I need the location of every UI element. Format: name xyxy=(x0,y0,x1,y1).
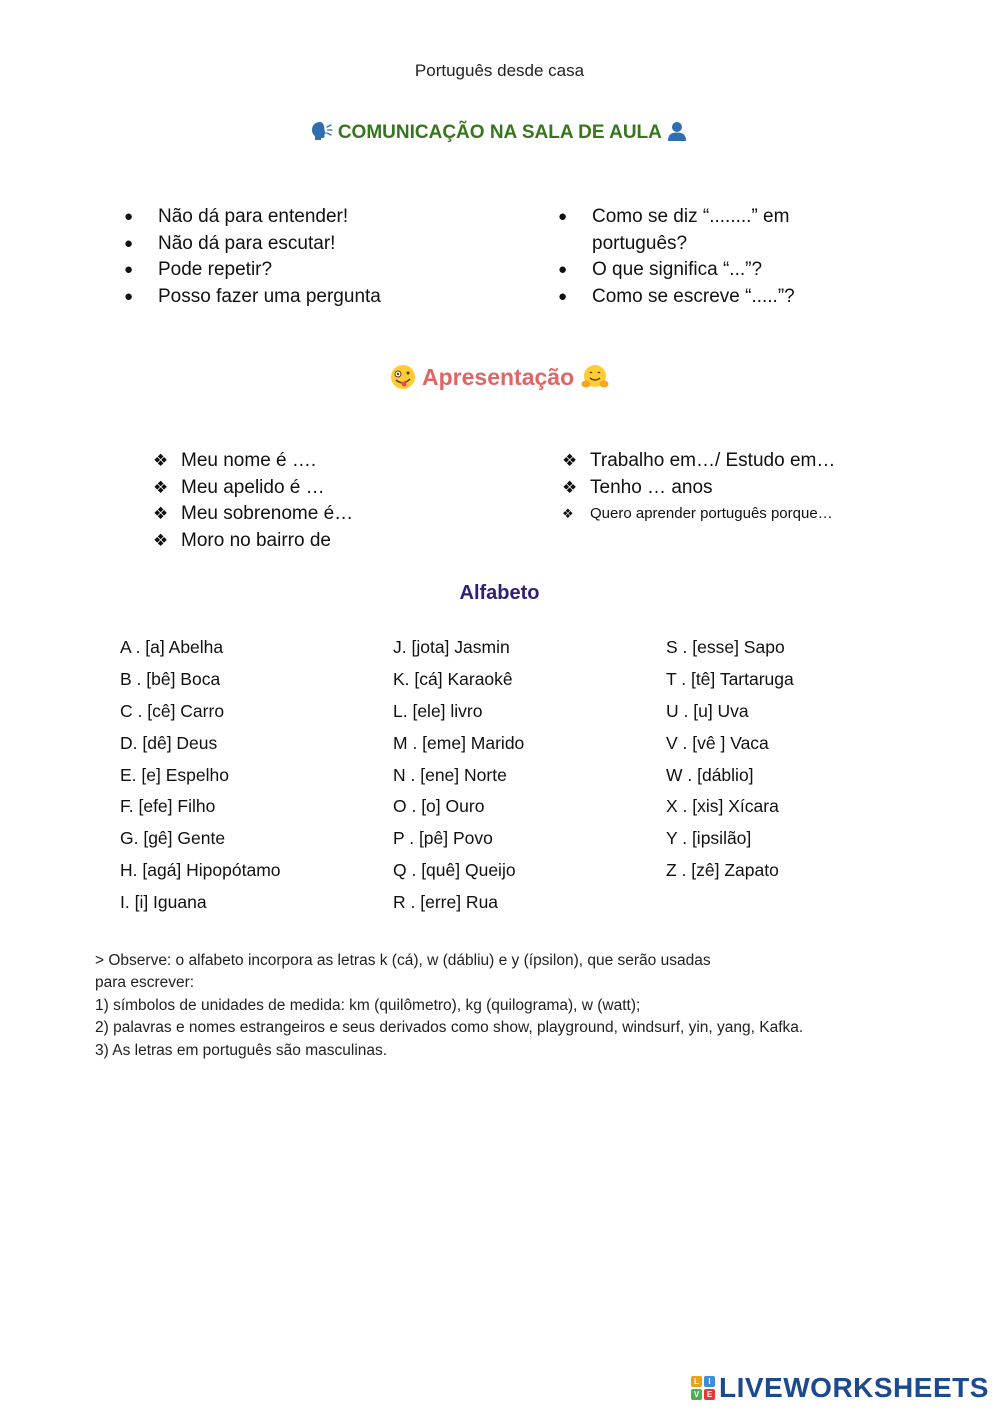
list-item: ❖ Tenho … anos xyxy=(562,475,835,502)
communication-list-right xyxy=(558,204,795,311)
alphabet-entry: V . [vê ] Vaca xyxy=(666,732,769,753)
alphabet-entry: A . [a] Abelha xyxy=(120,637,224,657)
alphabet-entry: Z . [zê] Zapato xyxy=(666,860,779,881)
alphabet-entry: O . [o] Ouro xyxy=(393,796,485,817)
note-line: 1) símbolos de unidades de medida: km (quilômetro), kg (quilograma), w (watt); xyxy=(95,996,641,1014)
alphabet-column-1 xyxy=(120,632,281,919)
presentation-list-right xyxy=(562,448,835,528)
page-header: Português desde casa xyxy=(414,61,585,80)
list-item: ❖ Meu nome é …. xyxy=(153,448,353,475)
list-item: ● Como se diz “........” em xyxy=(558,206,790,227)
alphabet-entry: E. [e] Espelho xyxy=(120,764,229,785)
observation-notes xyxy=(95,950,935,1062)
speaking-head-icon xyxy=(311,122,338,143)
presentation-title: Apresentação xyxy=(422,364,575,390)
diamond-bullet-icon: ❖ xyxy=(153,477,169,497)
diamond-bullet-icon: ❖ xyxy=(562,477,578,497)
diamond-bullet-icon: ❖ xyxy=(562,506,574,522)
list-item: ● Pode repetir? xyxy=(124,259,273,281)
diamond-bullet-icon: ❖ xyxy=(153,451,169,470)
presentation-list-left xyxy=(153,448,353,555)
hugging-face-icon xyxy=(574,364,608,390)
alphabet-entry: U . [u] Uva xyxy=(666,700,749,721)
presentation-heading xyxy=(0,364,999,391)
alphabet-entry: J. [jota] Jasmin xyxy=(393,637,510,657)
alphabet-entry: L. [ele] livro xyxy=(393,700,483,721)
list-item: ● Posso fazer uma pergunta xyxy=(124,286,381,308)
note-line: 2) palavras e nomes estrangeiros e seus derivados como show, playground, windsurf, yin, yang, Kafka. xyxy=(95,1019,804,1037)
list-item: ● O que significa “...”? xyxy=(558,259,763,281)
alphabet-entry: Y . [ipsilão] xyxy=(666,828,752,849)
note-line: para escrever: xyxy=(95,974,195,992)
alphabet-entry: Q . [quê] Queijo xyxy=(393,860,516,881)
list-item-continuation: português? xyxy=(592,232,688,254)
alphabet-entry: W . [dáblio] xyxy=(666,764,754,785)
diamond-bullet-icon: ❖ xyxy=(153,504,169,524)
list-item: ❖ Quero aprender português porque… xyxy=(562,501,835,528)
alphabet-entry: D. [dê] Deus xyxy=(120,732,218,753)
alphabet-entry: X . [xis] Xícara xyxy=(666,796,779,817)
alphabet-entry: P . [pê] Povo xyxy=(393,828,493,849)
list-item: ● Não dá para entender! xyxy=(124,206,349,227)
alphabet-entry: B . [bê] Boca xyxy=(120,668,221,689)
alphabet-entry: N . [ene] Norte xyxy=(393,764,507,785)
note-line: > Observe: o alfabeto incorpora as letras k (cá), w (dábliu) e y (ípsilon), que serão usadas xyxy=(95,952,711,969)
alphabet-entry: R . [erre] Rua xyxy=(393,892,499,913)
liveworksheets-logo[interactable] xyxy=(691,1370,989,1406)
zany-face-icon xyxy=(390,364,422,390)
communication-heading xyxy=(0,121,999,144)
alphabet-entry: K. [cá] Karaokê xyxy=(393,668,513,689)
alphabet-entry: T . [tê] Tartaruga xyxy=(666,668,794,689)
alphabet-entry: C . [cê] Carro xyxy=(120,700,225,721)
alphabet-column-2 xyxy=(393,632,524,919)
alphabet-entry: F. [efe] Filho xyxy=(120,796,216,817)
bust-silhouette-icon xyxy=(661,122,688,143)
alphabet-heading: Alfabeto xyxy=(459,582,540,604)
logo-mark-icon: L I V E xyxy=(691,1376,715,1400)
list-item: ❖ Moro no bairro de xyxy=(153,528,353,555)
diamond-bullet-icon: ❖ xyxy=(153,531,169,551)
alphabet-entry: G. [gê] Gente xyxy=(120,828,226,849)
list-item: ❖ Meu apelido é … xyxy=(153,475,353,502)
alphabet-entry: S . [esse] Sapo xyxy=(666,637,785,657)
communication-list-left xyxy=(124,204,381,311)
diamond-bullet-icon: ❖ xyxy=(562,451,578,470)
communication-title: COMUNICAÇÃO NA SALA DE AULA xyxy=(337,122,662,143)
list-item: ● Como se escreve “.....”? xyxy=(558,286,795,308)
list-item: ❖ Meu sobrenome é… xyxy=(153,501,353,528)
alphabet-entry: M . [eme] Marido xyxy=(393,732,525,753)
alphabet-column-3 xyxy=(666,632,794,887)
alphabet-entry: I. [i] Iguana xyxy=(120,892,207,913)
alphabet-entry: H. [agá] Hipopótamo xyxy=(120,860,281,881)
list-item: ● Não dá para escutar! xyxy=(124,232,336,254)
note-line: 3) As letras em português são masculinas. xyxy=(95,1041,388,1059)
logo-text: LIVEWORKSHEETS xyxy=(719,1372,989,1403)
list-item: ❖ Trabalho em…/ Estudo em… xyxy=(562,448,835,475)
